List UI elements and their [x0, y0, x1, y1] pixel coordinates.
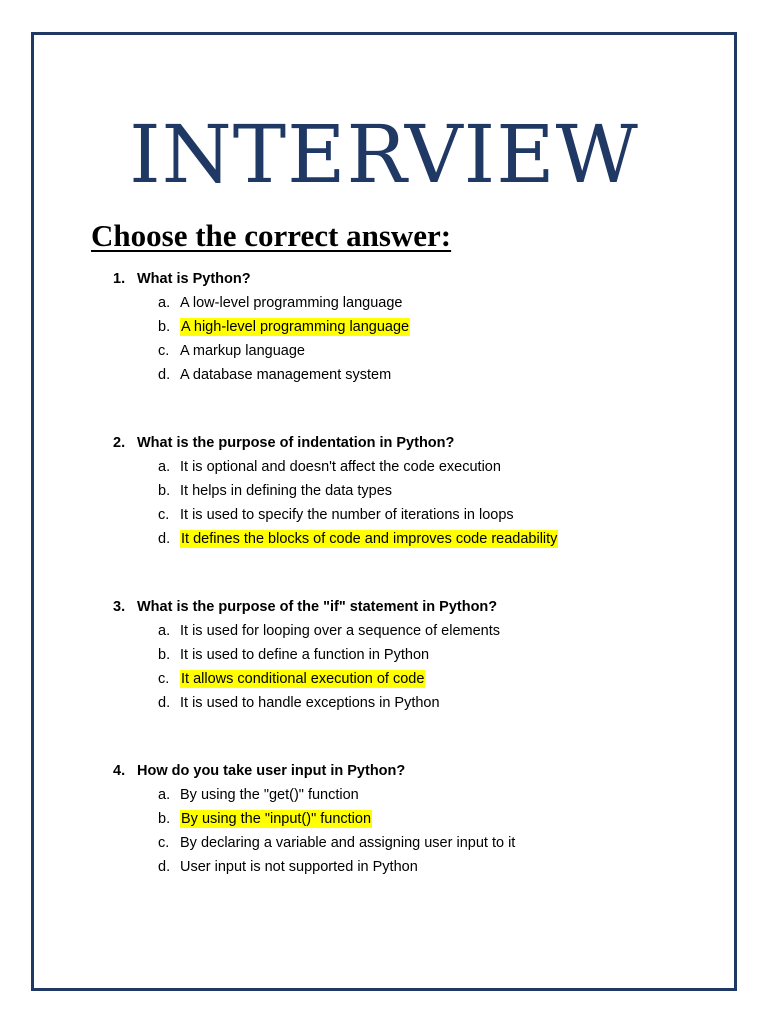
question-text: What is the purpose of indentation in Python? [137, 435, 455, 451]
answer-text: It is used to specify the number of iterations in loops [180, 507, 514, 523]
answer-letter: a. [158, 295, 171, 311]
answer-letter: a. [158, 459, 171, 475]
answer-option [34, 783, 734, 807]
answer-text: By declaring a variable and assigning user input to it [180, 835, 516, 851]
answer-letter: a. [158, 623, 171, 639]
question-text: What is the purpose of the "if" statement in Python? [137, 599, 498, 615]
question-item [34, 595, 734, 715]
answer-text: A low-level programming language [180, 295, 403, 311]
answer-letter: d. [158, 367, 171, 383]
page-title: INTERVIEW [129, 108, 639, 201]
answer-text: A high-level programming language [181, 319, 410, 335]
answer-option [34, 339, 734, 363]
answer-text: It is used for looping over a sequence of elements [180, 623, 500, 639]
page-border [31, 32, 737, 991]
question-item [34, 759, 734, 879]
answer-letter: d. [158, 695, 171, 711]
answer-option [34, 455, 734, 479]
answer-text: It is used to handle exceptions in Python [180, 695, 440, 711]
question-number: 2. [113, 435, 126, 451]
question-heading [34, 595, 734, 619]
answer-option [34, 503, 734, 527]
answer-letter: c. [158, 343, 170, 359]
answer-option [34, 619, 734, 643]
answer-letter: d. [158, 531, 171, 547]
answer-option [34, 527, 734, 551]
question-number: 3. [113, 599, 126, 615]
answer-text: It allows conditional execution of code [181, 671, 425, 687]
answer-letter: b. [158, 483, 171, 499]
answer-text: It is optional and doesn't affect the code execution [180, 459, 501, 475]
question-heading [34, 431, 734, 455]
question-heading [34, 267, 734, 291]
question-heading [34, 759, 734, 783]
answer-text: By using the "input()" function [181, 811, 372, 827]
question-text: How do you take user input in Python? [137, 763, 406, 779]
answer-letter: c. [158, 835, 170, 851]
answer-letter: b. [158, 319, 171, 335]
question-item [34, 267, 734, 387]
question-spacer [34, 387, 734, 431]
answer-letter: d. [158, 859, 171, 875]
answer-option [34, 363, 734, 387]
answer-text: A markup language [180, 343, 305, 359]
answer-letter: a. [158, 787, 171, 803]
question-list [34, 267, 734, 879]
answer-option [34, 831, 734, 855]
answer-option [34, 643, 734, 667]
answer-text: It defines the blocks of code and improves code readability [181, 531, 558, 547]
instructions-heading: Choose the correct answer: [91, 218, 452, 253]
question-number: 4. [113, 763, 126, 779]
answer-letter: c. [158, 671, 170, 687]
answer-letter: b. [158, 811, 171, 827]
answer-option [34, 291, 734, 315]
answer-letter: c. [158, 507, 170, 523]
question-number: 1. [113, 271, 126, 287]
answer-option [34, 315, 734, 339]
question-spacer [34, 715, 734, 759]
answer-text: A database management system [180, 367, 392, 383]
answer-option [34, 855, 734, 879]
answer-text: By using the "get()" function [180, 787, 359, 803]
answer-option [34, 807, 734, 831]
answer-text: User input is not supported in Python [180, 859, 418, 875]
answer-option [34, 691, 734, 715]
question-spacer [34, 551, 734, 595]
answer-text: It helps in defining the data types [180, 483, 393, 499]
answer-text: It is used to define a function in Python [180, 647, 430, 663]
answer-option [34, 479, 734, 503]
answer-option [34, 667, 734, 691]
question-text: What is Python? [137, 271, 251, 287]
question-item [34, 431, 734, 551]
answer-letter: b. [158, 647, 171, 663]
